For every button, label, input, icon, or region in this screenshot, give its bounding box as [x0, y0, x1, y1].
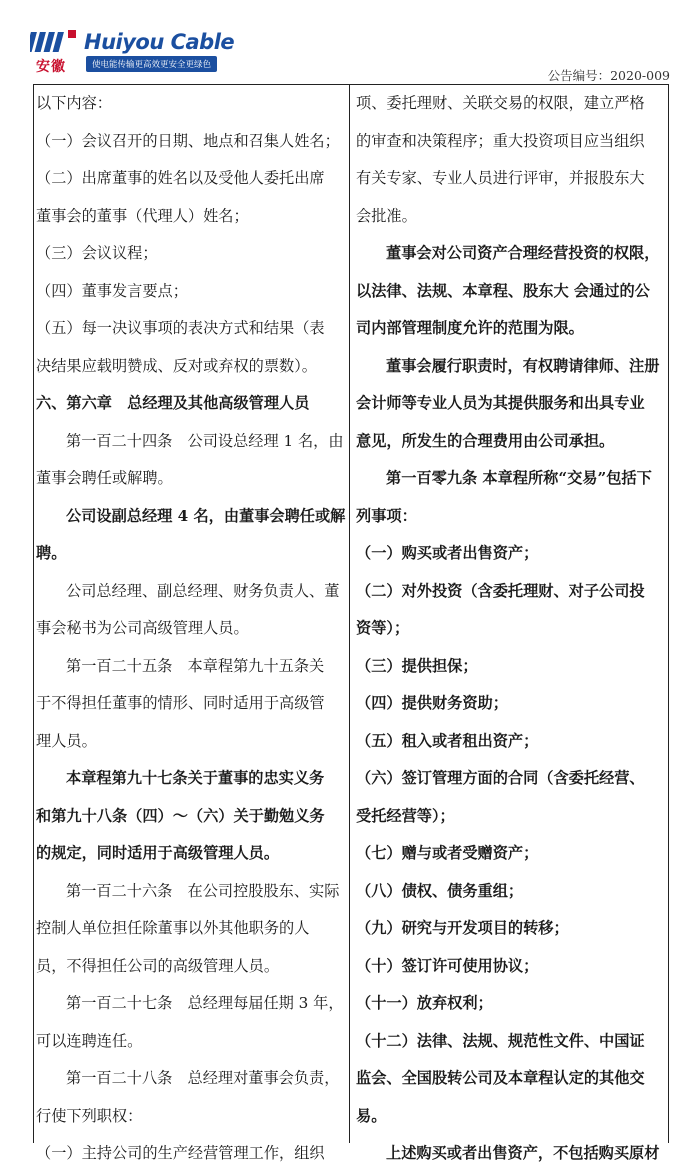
- text-line: 可以连聘连任。: [36, 1031, 143, 1050]
- text-line: （二）出席董事的姓名以及受他人委托出席: [36, 169, 325, 187]
- text-line: （四）董事发言要点；: [36, 281, 188, 300]
- text-line: 聘。: [36, 544, 67, 562]
- page-header: [0, 0, 700, 83]
- text-line: （九）研究与开发项目的转移；: [356, 919, 569, 937]
- text-line: 会批准。: [356, 206, 417, 225]
- text-line: （七）赠与或者受赠资产；: [356, 844, 539, 862]
- right-column: [356, 85, 662, 1173]
- text-line: 和第九十八条（四）～（六）关于勤勉义务: [36, 806, 325, 825]
- text-line: 第一百二十五条 本章程第九十五条关: [66, 656, 325, 675]
- notice-number: 公告编号：2020-009: [547, 68, 670, 83]
- text-line: 控制人单位担任除董事以外其他职务的人: [36, 919, 310, 937]
- text-line: 会计师等专业人员为其提供服务和出具专业: [356, 394, 645, 412]
- text-line: （八）债权、债务重组；: [356, 881, 524, 900]
- text-line: 公司设副总经理 4 名，由董事会聘任或解: [66, 506, 346, 525]
- text-line: 本章程第九十七条关于董事的忠实义务: [66, 769, 325, 787]
- text-line: （三）提供担保；: [356, 656, 478, 675]
- text-line: 上述购买或者出售资产，不包括购买原材: [386, 1144, 660, 1162]
- text-line: 意见，所发生的合理费用由公司承担。: [356, 431, 615, 450]
- text-line: 行使下列职权：: [36, 1106, 143, 1125]
- text-line: 员，不得担任公司的高级管理人员。: [36, 956, 279, 975]
- text-line: 董事会对公司资产合理经营投资的权限，: [386, 244, 660, 262]
- comparison-table: [33, 84, 669, 1162]
- text-line: 第一百二十六条 在公司控股股东、实际: [66, 881, 340, 900]
- text-line: 受托经营等）；: [356, 806, 455, 825]
- text-line: 六、第六章 总经理及其他高级管理人员: [36, 394, 310, 412]
- text-line: 司内部管理制度允许的范围为限。: [356, 319, 584, 337]
- text-line: 的审查和决策程序；重大投资项目应当组织: [356, 131, 645, 150]
- text-line: 第一百二十七条 总经理每届任期 3 年，: [66, 994, 344, 1012]
- text-line: （十）签订许可使用协议；: [356, 956, 539, 975]
- text-line: （四）提供财务资助；: [356, 694, 508, 712]
- column-divider: [349, 85, 350, 1143]
- text-line: 第一百零九条 本章程所称“交易”包括下: [386, 469, 652, 487]
- text-line: 董事会聘任或解聘。: [36, 469, 173, 487]
- text-line: 以下内容：: [36, 94, 112, 112]
- company-logo: [30, 28, 330, 74]
- text-line: （十二）法律、法规、规范性文件、中国证: [356, 1031, 645, 1050]
- text-line: 事会秘书为公司高级管理人员。: [36, 619, 249, 637]
- text-line: 列事项：: [356, 506, 417, 525]
- text-line: 第一百二十四条 公司设总经理 1 名，由: [66, 431, 344, 450]
- text-line: 公司总经理、副总经理、财务负责人、董: [66, 581, 340, 600]
- text-line: 董事会履行职责时，有权聘请律师、注册: [386, 356, 660, 375]
- text-line: 第一百二十八条 总经理对董事会负责，: [66, 1069, 340, 1087]
- text-line: 易。: [356, 1106, 387, 1125]
- left-column: [36, 85, 344, 1173]
- text-line: 的规定，同时适用于高级管理人员。: [36, 844, 279, 862]
- logo-cn-text: 安徽: [36, 59, 66, 75]
- text-line: （一）主持公司的生产经营管理工作，组织: [36, 1144, 325, 1162]
- logo-slogan: 使电能传输更高效更安全更绿色: [86, 56, 217, 72]
- text-line: 有关专家、专业人员进行评审，并报股东大: [356, 169, 645, 187]
- text-line: 监会、全国股转公司及本章程认定的其他交: [356, 1069, 645, 1087]
- text-line: （三）会议议程；: [36, 244, 158, 262]
- text-line: 资等）；: [356, 619, 410, 637]
- text-line: （一）购买或者出售资产；: [356, 544, 539, 562]
- text-line: 项、委托理财、关联交易的权限，建立严格: [356, 94, 645, 112]
- text-line: （十一）放弃权利；: [356, 994, 493, 1012]
- logo-en-text: Huiyou Cable: [84, 30, 235, 54]
- text-line: （五）租入或者租出资产；: [356, 731, 539, 750]
- text-line: （六）签订管理方面的合同（含委托经营、: [356, 769, 645, 787]
- text-line: （五）每一决议事项的表决方式和结果（表: [36, 319, 325, 337]
- text-line: 董事会的董事（代理人）姓名；: [36, 206, 249, 225]
- text-line: 以法律、法规、本章程、股东大 会通过的公: [356, 281, 650, 300]
- text-line: （二）对外投资（含委托理财、对子公司投: [356, 581, 645, 600]
- text-line: 理人员。: [36, 731, 97, 750]
- text-line: 于不得担任董事的情形、同时适用于高级管: [36, 694, 325, 712]
- text-line: （一）会议召开的日期、地点和召集人姓名；: [36, 131, 340, 150]
- text-line: 决结果应载明赞成、反对或弃权的票数）。: [36, 356, 317, 375]
